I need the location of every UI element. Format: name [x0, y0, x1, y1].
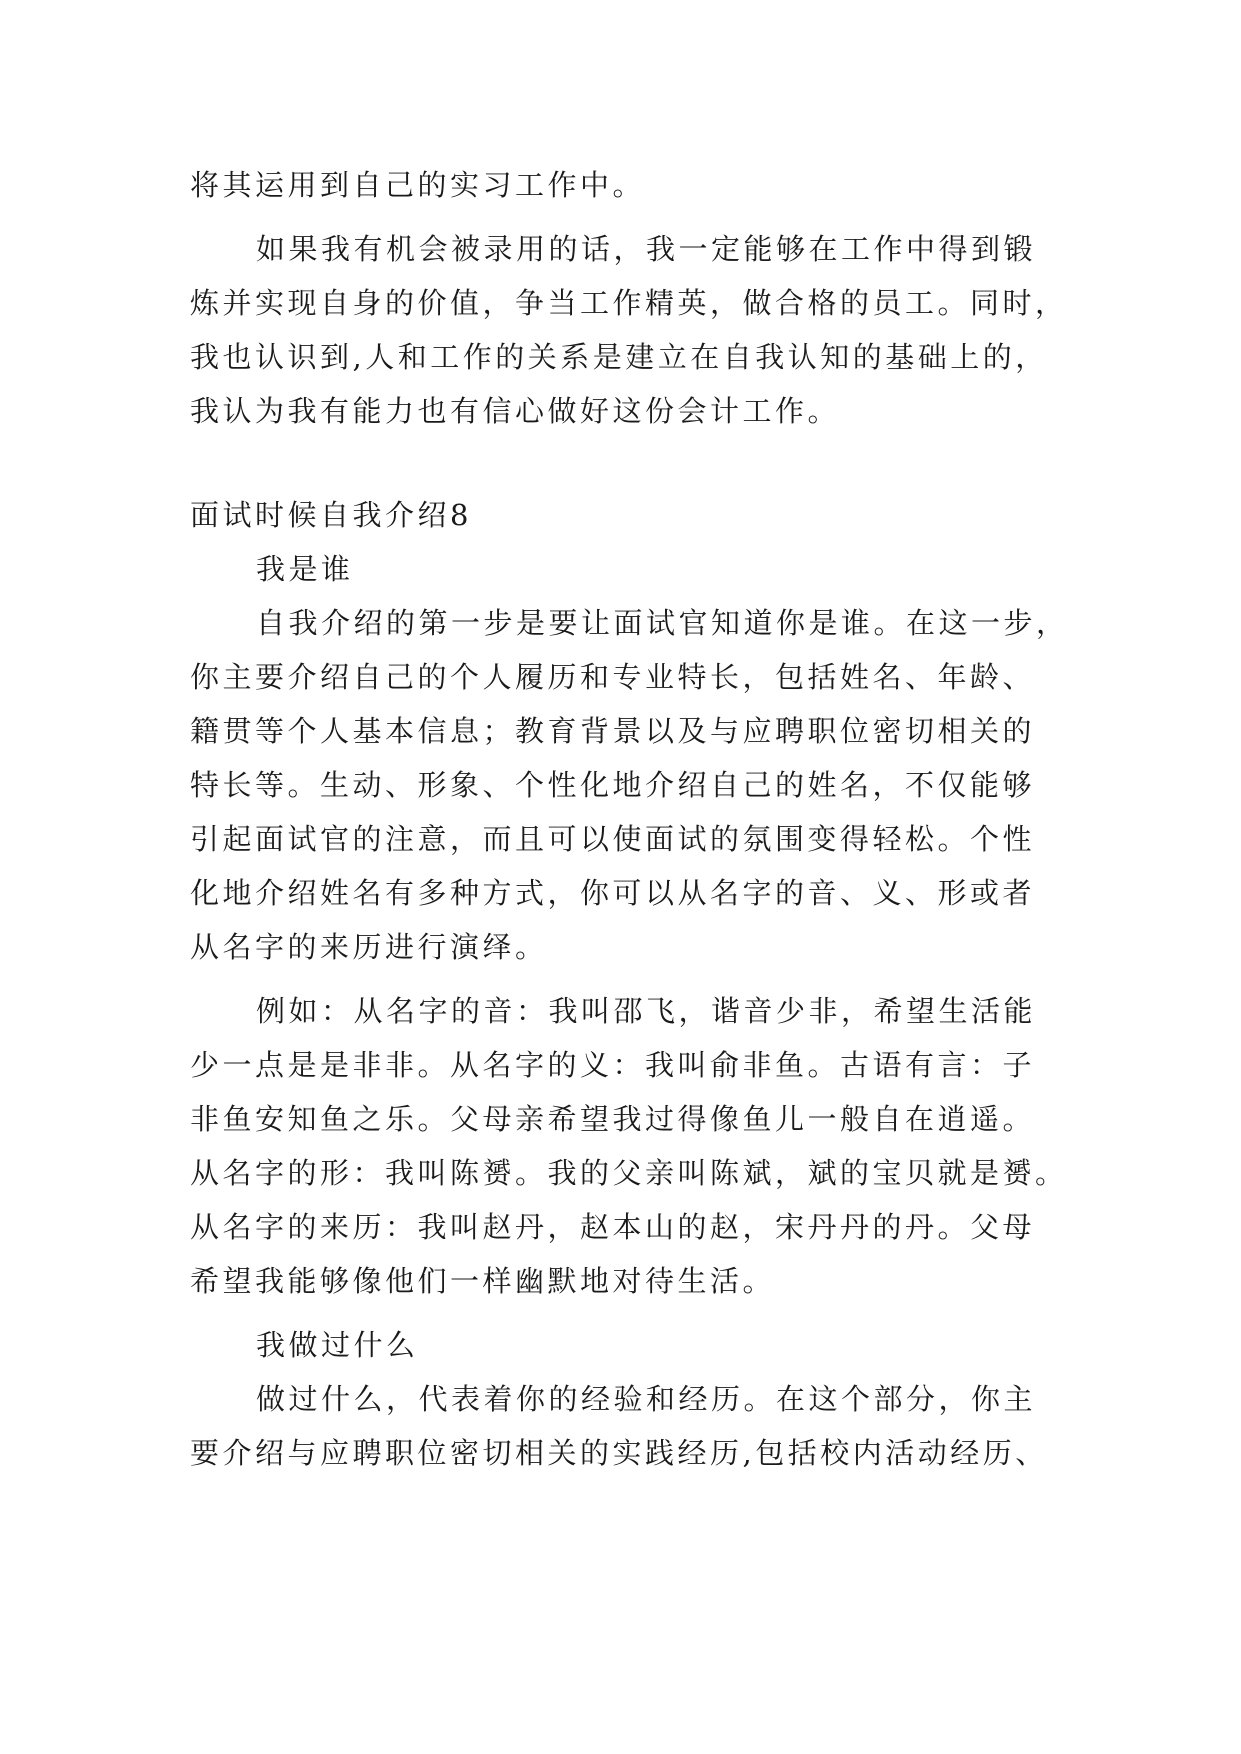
- subheading-text: 我做过什么: [256, 1328, 419, 1362]
- text-line: 我认为我有能力也有信心做好这份会计工作。: [190, 394, 841, 428]
- text-line: 籍贯等个人基本信息；教育背景以及与应聘职位密切相关的: [190, 714, 1036, 748]
- text-line: 非鱼安知鱼之乐。父母亲希望我过得像鱼儿一般自在逍遥。: [190, 1102, 1036, 1136]
- text-line: 希望我能够像他们一样幽默地对待生活。: [190, 1264, 776, 1298]
- subheading: [190, 542, 1080, 596]
- text-line: 特长等。生动、形象、个性化地介绍自己的姓名，不仅能够: [190, 768, 1036, 802]
- section-heading: [190, 488, 1080, 542]
- text-line: 从名字的形：我叫陈赟。我的父亲叫陈斌，斌的宝贝就是赟。: [190, 1156, 1068, 1190]
- document-body: [190, 158, 1080, 1480]
- text-line: 要介绍与应聘职位密切相关的实践经历,包括校内活动经历、: [190, 1436, 1048, 1470]
- paragraph: [190, 158, 1080, 212]
- heading-text: 面试时候自我介绍8: [190, 498, 472, 532]
- text-line: 化地介绍姓名有多种方式，你可以从名字的音、义、形或者: [190, 876, 1036, 910]
- text-line: 将其运用到自己的实习工作中。: [190, 168, 646, 202]
- paragraph: [190, 596, 1080, 974]
- text-line: 我也认识到,人和工作的关系是建立在自我认知的基础上的，: [190, 340, 1048, 374]
- text-line: 自我介绍的第一步是要让面试官知道你是谁。在这一步，: [256, 606, 1069, 640]
- subheading-text: 我是谁: [256, 552, 354, 586]
- text-line: 例如：从名字的音：我叫邵飞，谐音少非，希望生活能: [256, 994, 1037, 1028]
- text-line: 做过什么，代表着你的经验和经历。在这个部分，你主: [256, 1382, 1037, 1416]
- text-line: 如果我有机会被录用的话，我一定能够在工作中得到锻: [256, 232, 1037, 266]
- text-line: 从名字的来历进行演绎。: [190, 930, 548, 964]
- text-line: 从名字的来历：我叫赵丹，赵本山的赵，宋丹丹的丹。父母: [190, 1210, 1036, 1244]
- subheading: [190, 1318, 1080, 1372]
- text-line: 你主要介绍自己的个人履历和专业特长，包括姓名、年龄、: [190, 660, 1036, 694]
- text-line: 炼并实现自身的价值，争当工作精英，做合格的员工。同时，: [190, 286, 1068, 320]
- text-line: 引起面试官的注意，而且可以使面试的氛围变得轻松。个性: [190, 822, 1036, 856]
- paragraph: [190, 222, 1080, 438]
- paragraph: [190, 1372, 1080, 1480]
- text-line: 少一点是是非非。从名字的义：我叫俞非鱼。古语有言：子: [190, 1048, 1036, 1082]
- paragraph: [190, 984, 1080, 1308]
